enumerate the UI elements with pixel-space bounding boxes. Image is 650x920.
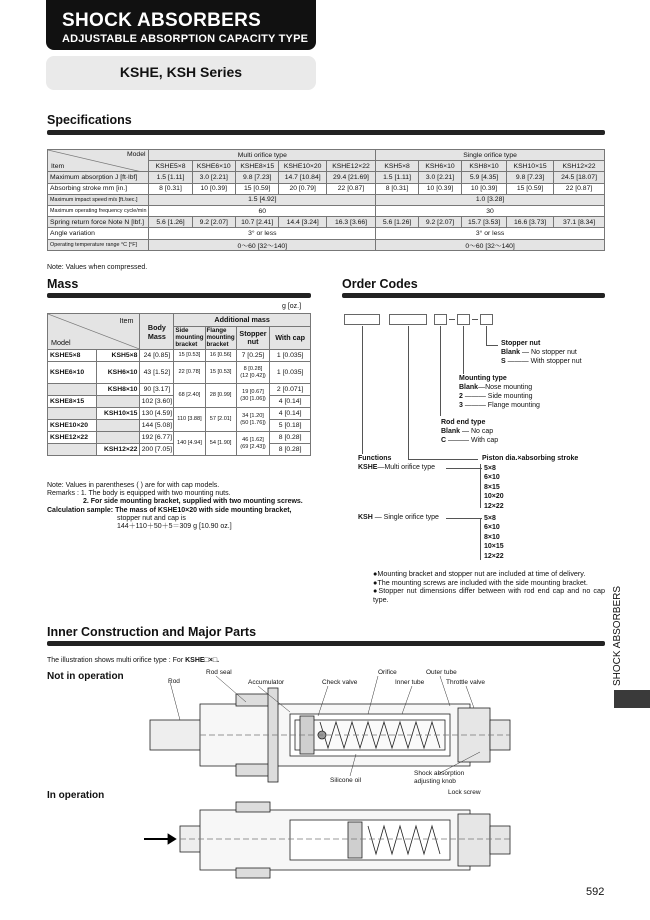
single-orifice-header: Single orifice type: [376, 150, 605, 161]
table-cell: [236, 362, 270, 384]
stopper-nut-header: Stopper nut: [236, 326, 270, 349]
specifications-title: Specifications: [47, 113, 132, 127]
model-multi: KSHE10×20: [48, 420, 97, 432]
table-cell: 2 [0.071]: [270, 384, 311, 396]
table-cell: 140 [4.94]: [174, 432, 205, 456]
table-cell: 8 [0.28]: [270, 444, 311, 456]
table-cell: 10 [0.39]: [419, 183, 462, 194]
dash: ———: [462, 402, 488, 409]
nut-shape: [236, 764, 270, 776]
calc-sample-text: The mass of KSHE10×20 with side mounting bracket,: [113, 506, 292, 514]
stopper-cap-value: (30 [1.06]): [240, 395, 266, 402]
model-single: KSH10×15: [97, 408, 140, 420]
table-cell: 15 [0.53]: [205, 362, 236, 384]
label-orifice: Orifice: [378, 669, 397, 676]
table-row: [48, 183, 605, 194]
piston-title: Piston dia.×absorbing stroke: [482, 455, 579, 462]
dash: —: [460, 428, 471, 435]
order-notes: [373, 570, 605, 604]
mount-3-label: Flange mounting: [487, 402, 540, 409]
order-codes-title: Order Codes: [342, 277, 418, 291]
table-cell: 3.0 [2.21]: [192, 172, 235, 183]
table-cell: 24.5 [18.07]: [554, 172, 605, 183]
rod-blank-code: Blank: [441, 428, 461, 435]
stopper-s-label: With stopper nut: [530, 358, 582, 365]
model-header: KSHE12×22: [326, 161, 375, 172]
dash: ———: [446, 437, 471, 444]
label-outer-tube: Outer tube: [426, 669, 457, 676]
leader-line: [480, 464, 481, 508]
kshe-size-list: [484, 464, 504, 511]
table-cell: [236, 432, 270, 456]
table-cell: 10 [0.39]: [192, 183, 235, 194]
mass-note-2: Remarks : 1. The body is equipped with two mounting nuts.: [47, 490, 231, 498]
size-option: 6×10: [484, 524, 500, 532]
dash: —: [478, 384, 486, 391]
mass-note-6: 144＋110＋50＋5＝309 g [10.90 oz.]: [117, 523, 232, 531]
body-mass-header: Body Mass: [140, 314, 174, 350]
leader-line: [408, 326, 409, 460]
table-cell: 102 [3.60]: [140, 396, 174, 408]
label-shock-knob: [414, 770, 464, 785]
specifications-note: Note: Values when compressed.: [47, 264, 148, 271]
flange-bracket-header: Flange mounting bracket: [206, 327, 235, 349]
code-box-rod-end: [434, 314, 447, 325]
table-cell: 5 [0.18]: [270, 420, 311, 432]
model-multi: [48, 384, 97, 396]
table-cell: 57 [2.01]: [205, 408, 236, 432]
table-cell: 22 [0.78]: [174, 362, 205, 384]
side-tab-block: [614, 690, 650, 708]
table-cell: 4 [0.14]: [270, 408, 311, 420]
mass-note-5: stopper nut and cap is: [117, 514, 186, 522]
model-header: KSHE6×10: [192, 161, 235, 172]
dash: ———: [462, 393, 488, 400]
table-cell: 1.0 [3.28]: [376, 194, 605, 205]
size-option: 5×8: [484, 515, 496, 522]
stopper-value: 34 [1.20]: [242, 413, 264, 419]
table-row: [48, 228, 605, 239]
table-row: [48, 384, 311, 396]
leader-line: [463, 326, 464, 374]
leader-line: [486, 326, 487, 346]
leader-line: [480, 518, 481, 560]
construction-title: Inner Construction and Major Parts: [47, 625, 257, 639]
table-cell: 5.6 [1.26]: [376, 217, 419, 228]
model-multi: [48, 444, 97, 456]
mounting-type-title: Mounting type: [459, 375, 507, 382]
table-cell: 9.2 [2.07]: [192, 217, 235, 228]
table-cell: [236, 384, 270, 408]
stopper-blank-label: No stopper nut: [530, 349, 577, 356]
stopper-s-code: S: [501, 358, 506, 365]
rod-end-title: Rod end type: [441, 419, 486, 426]
label-check-valve: Check valve: [322, 679, 358, 686]
size-option: 12×22: [484, 502, 504, 510]
model-header: KSH10×15: [507, 161, 554, 172]
model-multi: [48, 408, 97, 420]
size-option: 10×20: [484, 493, 504, 501]
header-title: SHOCK ABSORBERS: [62, 10, 262, 31]
table-cell: 144 [5.08]: [140, 420, 174, 432]
leader-line: [486, 345, 498, 346]
model-single: KSH5×8: [97, 350, 140, 362]
side-tab-label: [610, 585, 630, 686]
stopper-cap-value: (50 [1.76]): [240, 419, 266, 426]
callout-line: [170, 682, 180, 720]
table-row: [48, 239, 605, 250]
functions-title: Functions: [358, 455, 392, 462]
table-row: [48, 205, 605, 216]
order-codes-rule: [342, 293, 605, 298]
leader-line: [362, 326, 363, 454]
label-accumulator: Accumulator: [248, 679, 285, 686]
nut-shape: [236, 802, 270, 812]
label-rod: Rod: [168, 678, 180, 685]
mount-blank-code: Blank: [459, 384, 479, 391]
size-option: 5×8: [484, 465, 496, 472]
size-option: 6×10: [484, 474, 500, 482]
table-cell: 5.6 [1.26]: [149, 217, 192, 228]
multi-orifice-header: Multi orifice type: [149, 150, 376, 161]
label-inner-tube: Inner tube: [395, 679, 425, 686]
code-dash: [449, 319, 455, 320]
mass-table: [47, 313, 311, 456]
table-cell: 8 [0.28]: [270, 432, 311, 444]
note-bullet: ●The mounting screws are included with the side mounting bracket.: [373, 577, 588, 587]
table-cell: 24 [0.85]: [140, 350, 174, 362]
size-option: 8×15: [484, 483, 500, 491]
model-header: KSH12×22: [554, 161, 605, 172]
callout-line: [216, 676, 246, 702]
stopper-value: 19 [0.67]: [242, 389, 264, 395]
model-header: KSHE8×15: [236, 161, 279, 172]
construction-rule: [47, 641, 605, 646]
table-cell: 22 [0.87]: [326, 183, 375, 194]
nut-shape: [236, 694, 270, 706]
table-cell: 10 [0.39]: [462, 183, 507, 194]
table-cell: 14.7 [10.84]: [279, 172, 326, 183]
model-single: KSH6×10: [97, 362, 140, 384]
model-single: [97, 396, 140, 408]
table-cell: 7 [0.25]: [236, 350, 270, 362]
dash: —: [372, 514, 384, 521]
stopper-value: 8 [0.28]: [243, 366, 263, 372]
table-cell: 15 [0.59]: [507, 183, 554, 194]
specifications-table: [47, 149, 605, 251]
table-cell: 29.4 [21.69]: [326, 172, 375, 183]
side-bracket-header: Side mounting bracket: [175, 327, 204, 349]
table-cell: 60: [149, 205, 376, 216]
table-cell: 30: [376, 205, 605, 216]
mass-title: Mass: [47, 277, 79, 291]
model-header: KSHE10×20: [279, 161, 326, 172]
side-tab-text: SHOCK ABSORBERS: [612, 585, 623, 686]
illus-note: The illustration shows multi orifice type : For: [47, 657, 186, 664]
table-cell: 1.5 [4.92]: [149, 194, 376, 205]
dash: —: [520, 349, 531, 356]
table-cell: 9.2 [2.07]: [419, 217, 462, 228]
force-arrow-head: [168, 834, 176, 844]
ksh-label: Single orifice type: [383, 514, 439, 521]
page-number: 592: [586, 886, 605, 898]
table-cell: 16 [0.56]: [205, 350, 236, 362]
model-header: KSH6×10: [419, 161, 462, 172]
mount-blank-label: Nose mounting: [485, 384, 533, 391]
model-single: KSH12×22: [97, 444, 140, 456]
in-operation-label: In operation: [47, 790, 105, 801]
mount-3-code: 3: [459, 402, 463, 409]
table-cell: 1 [0.035]: [270, 362, 311, 384]
table-row: [48, 350, 311, 362]
end-cap-shape: [458, 814, 490, 866]
model-single: [97, 432, 140, 444]
table-cell: 1.5 [1.11]: [149, 172, 192, 183]
table-row: [48, 408, 311, 420]
leader-line: [440, 326, 441, 416]
model-header: KSH5×8: [376, 161, 419, 172]
model-multi: KSHE12×22: [48, 432, 97, 444]
note-bullet: ●Mounting bracket and stopper nut are included at time of delivery.: [373, 569, 586, 578]
table-cell: 110 [3.88]: [174, 408, 205, 432]
table-cell: 3° or less: [149, 228, 376, 239]
with-cap-header: With cap: [270, 326, 311, 349]
additional-mass-header: Additional mass: [174, 314, 311, 327]
row-label: Maximum impact speed m/s [ft./sec.]: [48, 194, 149, 205]
table-cell: 130 [4.59]: [140, 408, 174, 420]
header-subtitle: ADJUSTABLE ABSORPTION CAPACITY TYPE: [62, 33, 309, 45]
table-cell: 16.6 [3.73]: [507, 217, 554, 228]
table-cell: 22 [0.87]: [554, 183, 605, 194]
rod-c-code: C: [441, 437, 447, 444]
size-option: 8×10: [484, 533, 500, 541]
ksh-size-list: [484, 514, 504, 561]
item-label: Item: [51, 163, 65, 171]
stopper-nut-title: Stopper nut: [501, 340, 541, 347]
mass-notes: [47, 482, 317, 531]
table-cell: 15 [0.53]: [174, 350, 205, 362]
piston-shape: [348, 822, 362, 858]
stopper-value: 46 [1.62]: [242, 437, 264, 443]
table-cell: 8 [0.31]: [376, 183, 419, 194]
table-cell: [236, 408, 270, 432]
leader-line: [446, 518, 482, 519]
note-bullet: ●Stopper nut dimensions differ between with rod end cap and no cap type.: [373, 586, 605, 604]
specifications-rule: [47, 130, 605, 135]
rod-c-label: With cap: [470, 437, 499, 444]
table-cell: 192 [6.77]: [140, 432, 174, 444]
table-cell: 15.7 [3.53]: [462, 217, 507, 228]
label-silicone-oil: Silicone oil: [330, 777, 362, 784]
row-label: Operating temperature range °C [°F]: [48, 239, 149, 250]
model-multi: KSHE5×8: [48, 350, 97, 362]
table-cell: 3° or less: [376, 228, 605, 239]
table-cell: 68 [2.40]: [174, 384, 205, 408]
item-label: Item: [119, 316, 134, 325]
row-label: Spring return force Note N [lbf.]: [48, 217, 149, 228]
table-row: [48, 194, 605, 205]
table-cell: 9.8 [7.23]: [236, 172, 279, 183]
size-option: 10×15: [484, 543, 504, 551]
row-label: Absorbing stroke mm [in.]: [48, 183, 149, 194]
label-shock-knob-line2: adjusting knob: [414, 777, 456, 785]
kshe-label: Multi orifice type: [384, 464, 436, 471]
kshe-code: KSHE: [358, 464, 378, 471]
table-cell: 1.5 [1.11]: [376, 172, 419, 183]
code-box-functions: [344, 314, 380, 325]
model-header: KSHE5×8: [149, 161, 192, 172]
table-cell: 4 [0.14]: [270, 396, 311, 408]
table-cell: 43 [1.52]: [140, 362, 174, 384]
not-in-operation-label: Not in operation: [47, 671, 124, 682]
table-cell: 5.9 [4.35]: [462, 172, 507, 183]
dash: —: [377, 464, 385, 471]
code-box-stopper: [480, 314, 493, 325]
series-title: KSHE, KSH Series: [119, 64, 243, 80]
mount-2-label: Side mounting: [487, 393, 533, 400]
model-label: Model: [51, 338, 71, 347]
size-option: 12×22: [484, 552, 504, 560]
mass-unit: g [oz.]: [282, 303, 302, 310]
spec-corner-cell: [48, 150, 149, 172]
row-label: Maximum operating frequency cycle/min: [48, 205, 149, 216]
table-cell: 14.4 [3.24]: [279, 217, 326, 228]
stopper-cap-value: (12 [0.42]): [240, 372, 266, 379]
table-row: [48, 172, 605, 183]
label-shock-knob-line1: Shock absorption: [414, 770, 465, 777]
table-cell: 54 [1.90]: [205, 432, 236, 456]
label-rod-seal: Rod seal: [206, 669, 232, 676]
rod-blank-label: No cap: [470, 428, 494, 435]
mass-note-1: Note: Values in parentheses ( ) are for with cap models.: [47, 482, 220, 489]
ksh-code: KSH: [358, 514, 373, 521]
model-multi: KSHE6×10: [48, 362, 97, 384]
leader-line: [408, 459, 478, 460]
code-box-size: [389, 314, 427, 325]
stopper-cap-value: (69 [2.43]): [240, 443, 266, 450]
label-throttle-valve: Throttle valve: [446, 679, 486, 686]
diagram-in-operation: [140, 800, 520, 880]
table-cell: 37.1 [8.34]: [554, 217, 605, 228]
table-cell: 15 [0.59]: [236, 183, 279, 194]
model-label: Model: [126, 151, 146, 158]
model-multi: KSHE8×15: [48, 396, 97, 408]
table-cell: 28 [0.99]: [205, 384, 236, 408]
table-cell: 8 [0.31]: [149, 183, 192, 194]
nut-shape: [236, 868, 270, 878]
mass-corner-cell: [48, 314, 140, 350]
calc-sample-label: Calculation sample:: [47, 506, 114, 514]
row-label: Maximum absorption J [ft·lbf]: [48, 172, 149, 183]
mass-rule: [47, 293, 311, 298]
model-single: [97, 420, 140, 432]
dash: ———: [505, 358, 531, 365]
table-cell: 90 [3.17]: [140, 384, 174, 396]
table-cell: 0～60 [32～140]: [376, 239, 605, 250]
model-header: KSH8×10: [462, 161, 507, 172]
table-cell: 20 [0.79]: [279, 183, 326, 194]
table-cell: 16.3 [3.66]: [326, 217, 375, 228]
knob-shape: [490, 826, 510, 854]
label-lock-screw: Lock screw: [448, 789, 481, 796]
inner-tube-shape: [290, 820, 450, 860]
leader-line: [446, 468, 482, 469]
table-cell: 0～60 [32～140]: [149, 239, 376, 250]
table-row: [48, 362, 311, 384]
mount-2-code: 2: [459, 393, 463, 400]
row-label: Angle variation: [48, 228, 149, 239]
table-cell: 1 [0.035]: [270, 350, 311, 362]
table-cell: 9.8 [7.23]: [507, 172, 554, 183]
stopper-blank-code: Blank: [501, 349, 521, 356]
model-single: KSH8×10: [97, 384, 140, 396]
table-row: [48, 432, 311, 444]
mass-note-3: 2. For side mounting bracket, supplied with two mounting screws.: [83, 498, 303, 506]
code-dash: [472, 319, 478, 320]
code-box-mounting: [457, 314, 470, 325]
table-cell: 200 [7.05]: [140, 444, 174, 456]
table-cell: 3.0 [2.21]: [419, 172, 462, 183]
illus-note-model: KSHE□×□.: [185, 657, 220, 664]
table-row: [48, 217, 605, 228]
table-cell: 10.7 [2.41]: [236, 217, 279, 228]
